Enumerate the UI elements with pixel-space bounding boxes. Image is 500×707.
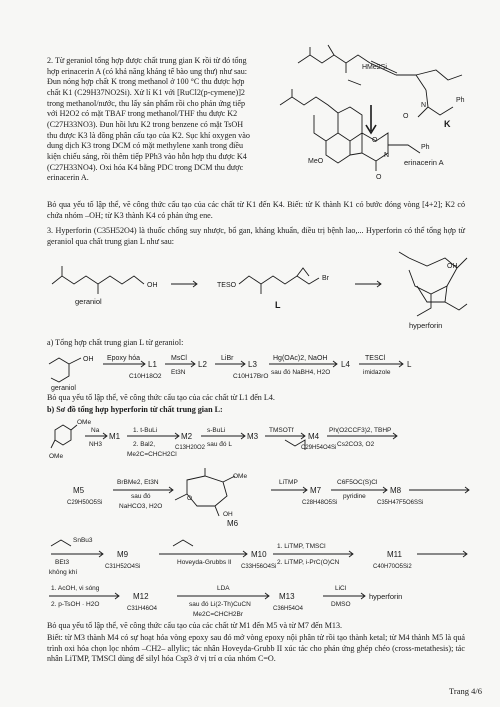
product-m3: M3 [247, 432, 259, 441]
formula-m8: C35H47F5O6SSi [377, 500, 424, 506]
q3-intro: 3. Hyperforin (C35H52O4) là thuốc chống suy nhược, bổ gan, kháng khuẩn, điều trị bệnh lao,... Hyperforin có thể tổng hợp từ geraniol qua chất trung gian L như sau: [47, 226, 465, 246]
formula-m5: C29H50O5Si [67, 500, 103, 506]
ph-label-k: Ph [456, 97, 465, 104]
part-a-title: a) Tổng hợp chất trung gian L từ geraniol: [47, 338, 184, 347]
formula-m13: C36H54O4 [273, 606, 304, 612]
part-b-row1 [47, 416, 477, 462]
meo-label: MeO [308, 158, 324, 165]
r2-bai2: 2. Bal2, [133, 441, 156, 448]
teso-label: TESO [217, 282, 237, 289]
r6-nahco3: NaHCO3, H2O [119, 503, 163, 510]
hme2si-label: HMe2Si [362, 64, 387, 71]
reagent-nabh4: sau đó NaBH4, H2O [271, 369, 331, 376]
m6-ome: OMe [233, 473, 248, 480]
product-m10: M10 [251, 550, 267, 559]
m6-oh: OH [223, 511, 233, 518]
r6-brbme2: BrBMe2, Et3N [117, 479, 159, 486]
oh-label-geraniol: OH [147, 282, 158, 289]
r1-nh3: NH3 [89, 441, 103, 448]
r4-tmsotf: TMSOTf [269, 427, 294, 434]
erinacerin-label: erinacerin A [404, 158, 444, 167]
product-m1: M1 [109, 432, 121, 441]
br-label: Br [322, 275, 329, 282]
part-b-row3 [47, 534, 477, 576]
part-b-task: Bỏ qua yếu tố lập thể, vẽ công thức cấu tạo của các chất từ M1 đến M5 và từ M7 đến M13. [47, 621, 343, 630]
part-a-scheme [47, 350, 477, 392]
r10-hg2: Hoveyda-Grubbs II [177, 559, 232, 566]
r3-sbuli: s-BuLi [207, 427, 226, 434]
m6-label: M6 [227, 519, 239, 528]
r9-bet3: BEt3 [55, 559, 70, 566]
r12-ptsoh: 2. p-TsOH · H2O [51, 601, 100, 608]
reagent-tescl: TESCl [365, 355, 386, 362]
product-m2: M2 [181, 432, 193, 441]
r8-pyridine: pyridine [343, 493, 366, 500]
l-label: L [275, 300, 281, 310]
product-m13: M13 [279, 592, 295, 601]
q2-text: 2. Từ geraniol tổng hợp được chất trung gian K rồi từ đó tổng hợp erinacerin A (có khả năng kháng tế bào ung thư) như sau: Đun nóng hợp chất K trong methanol ở 100 °C thu được hợp chất K1 (C29H37NO2Si). Xử lí K1 với [RuCl2(p-cymene)]2 trong methanol/nước, thu lấy sản phẩm rồi cho phản ứng tiếp với H2O2 có mặt TBAF trong methanol/THF thu được K2 (C27H33NO3). Đun hồi lưu K2 trong benzene có mặt TsOH thu được K3 là đồng phân cấu tạo của K2. Sục khí oxygen vào dung dịch K3 trong DCM có mặt methylene xanh trong điều kiện chiếu sáng, rồi thêm tiếp PPh3 vào hỗn hợp thu được K4 (C27H33NO4). Oxi hóa K4 bằng PDC trong DCM thu được erinacerin A. [47, 56, 250, 183]
formula-l3: C10H17BrO [233, 373, 269, 380]
product-m7: M7 [310, 486, 322, 495]
geraniol-label-a: geraniol [51, 385, 76, 392]
reagent-epoxy: Epoxy hóa [107, 355, 141, 362]
r11-iprcocn: 2. LiTMP, i-PrC(O)CN [277, 559, 340, 566]
formula-l1: C10H18O2 [129, 373, 162, 380]
product-l3: L3 [248, 360, 257, 369]
start-ome-top: OMe [77, 419, 92, 426]
product-m9: M9 [117, 550, 129, 559]
product-l2: L2 [198, 360, 207, 369]
formula-m7: C28H48O5Si [302, 500, 338, 506]
r12-acoh: 1. AcOH, vi sóng [51, 585, 100, 592]
formula-m12: C31H46O4 [127, 606, 158, 612]
page-number: Trang 4/6 [449, 685, 482, 696]
final-hyperforin: hyperforin [369, 592, 403, 601]
r6-saudo: sau đó [131, 493, 151, 500]
product-l4: L4 [341, 360, 350, 369]
r13-cuprate: sau đó Li(2-Th)CuCN [189, 601, 251, 608]
o-label-k: O [403, 113, 409, 120]
formula-m9: C31H52O4Si [105, 564, 141, 570]
m6-o: O [187, 495, 193, 502]
r7-litmp: LiTMP [279, 479, 298, 486]
part-b-note: Biết: từ M3 thành M4 có sự hoạt hóa vòng epoxy sau đó mở vòng epoxy nội phân tử rồi tạo thành ketal; từ M4 thành M5 là quá trình oxi hóa chọn lọc nhóm –CH2– allylic; tác nhân Hoveyda-Grubb II xúc tác cho phản ứng ghép chéo (cross-metathesis); tác nhân LiTMP, TMSCl dùng để silyl hóa Csp3 ở vị trí α của nhóm C=O. [47, 633, 465, 664]
ph-label-erin: Ph [421, 144, 430, 151]
q2-task: Bỏ qua yếu tố lập thể, vẽ công thức cấu tạo của các chất từ K1 đến K4. Biết: từ K thành K1 có bước đóng vòng [4+2]; K2 có chứa nhóm –OH; từ K3 thành K4 có phản ứng ene. [47, 200, 465, 220]
reagent-mscl: MsCl [171, 355, 187, 362]
r2-tbuli: 1. t-BuLi [133, 427, 158, 434]
r13-prenylbr: Me2C=CHCH2Br [193, 611, 244, 618]
snbu3-label: SnBu3 [73, 537, 93, 544]
part-b-row4 [47, 576, 477, 620]
o-label-erin2: O [376, 174, 382, 181]
product-m12: M12 [133, 592, 149, 601]
hyperforin-label: hyperforin [409, 321, 443, 330]
reagent-et3n: Et3N [171, 369, 186, 376]
n-label-k: N [421, 102, 427, 109]
product-l: L [407, 360, 412, 369]
product-m11: M11 [387, 550, 402, 559]
r2-prenyl: Me2C=CHCH2Cl [127, 451, 177, 458]
formula-m11: C40H70O5Si2 [373, 564, 412, 570]
compound-k-structure [258, 45, 483, 205]
k-label: K [444, 119, 451, 129]
r5-cs2co3: Cs2CO3, O2 [337, 441, 375, 448]
q3-overview-scheme [47, 246, 477, 334]
reagent-libr: LiBr [221, 355, 234, 362]
part-b-title: b) Sơ đồ tổng hợp hyperforin từ chất trung gian L: [47, 405, 223, 414]
r14-licl: LiCl [335, 585, 347, 592]
r11-litmp-tmscl: 1. LiTMP, TMSCl [277, 543, 326, 550]
o-label-erin: O [372, 137, 378, 144]
start-ome-bottom: OMe [49, 453, 64, 460]
r5-phi: Ph(O2CCF3)2, TBHP [329, 427, 392, 434]
part-b-row2 [47, 470, 477, 530]
r1-na: Na [91, 427, 100, 434]
product-l1: L1 [148, 360, 157, 369]
formula-m2: C13H20O2 [175, 445, 206, 451]
part-a-task: Bỏ qua yếu tố lập thể, vẽ công thức cấu tạo của các chất từ L1 đến L4. [47, 393, 275, 402]
reagent-hg: Hg(OAc)2, NaOH [273, 355, 328, 362]
reagent-imidazole: imidazole [363, 369, 391, 376]
product-m5: M5 [73, 486, 85, 495]
r8-c6f5: C6F5OC(S)Cl [337, 479, 378, 486]
oh-label-hyperforin: OH [447, 263, 458, 270]
product-m4: M4 [308, 432, 320, 441]
r3-saudol: sau đó L [207, 441, 232, 448]
formula-m4: C29H54O4Si [301, 445, 337, 451]
formula-m10: C33H56O4Si [241, 564, 277, 570]
geraniol-label: geraniol [75, 297, 102, 306]
n-label-erin: N [384, 152, 390, 159]
product-m8: M8 [390, 486, 402, 495]
r14-dmso: DMSO [331, 601, 351, 608]
r13-lda: LDA [217, 585, 230, 592]
oh-label-a: OH [83, 356, 94, 363]
r9-air: không khí [49, 569, 78, 576]
